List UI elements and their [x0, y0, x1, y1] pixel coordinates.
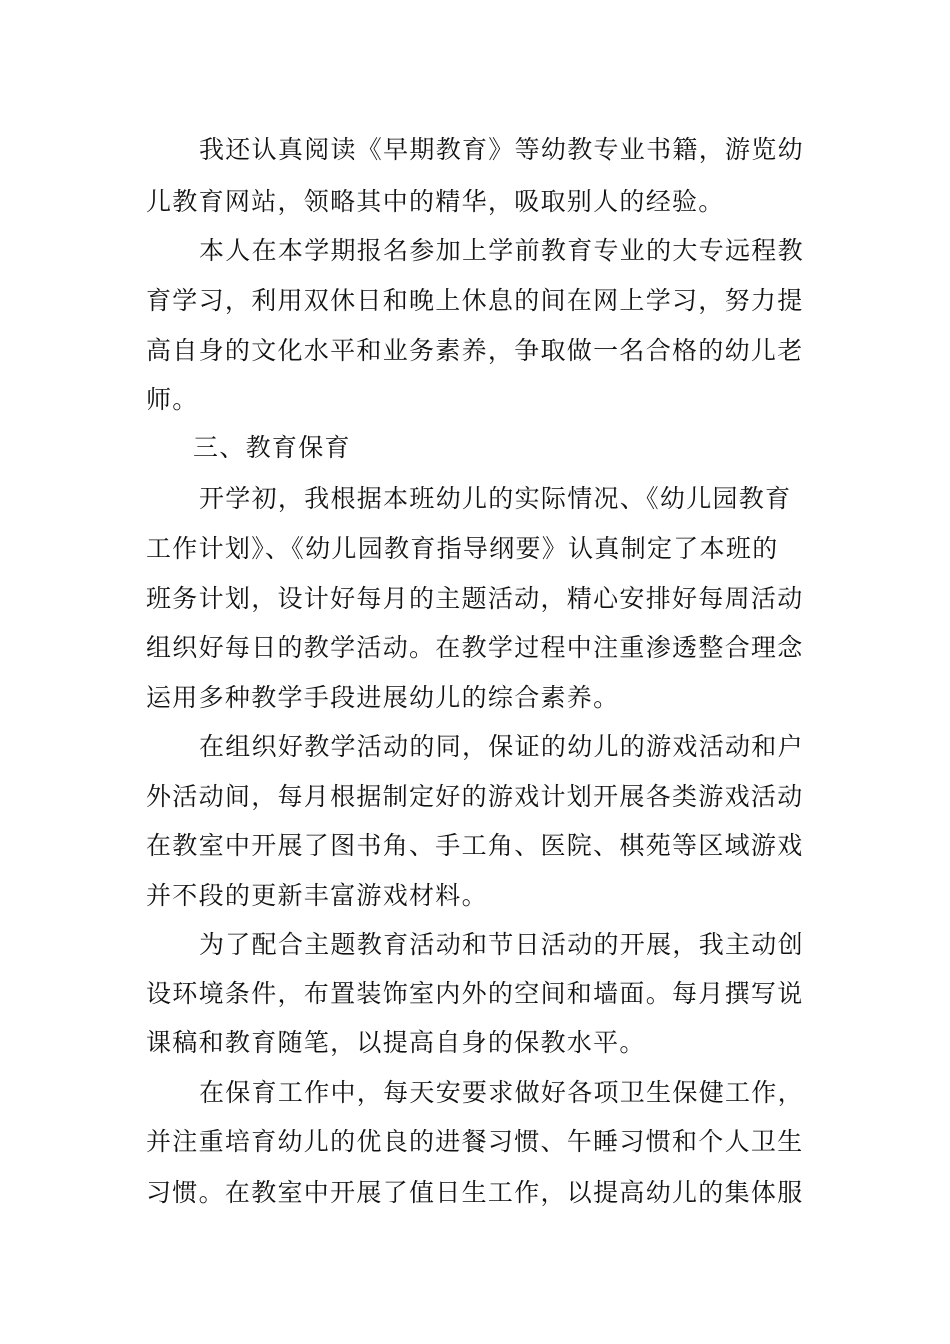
text-line: 高自身的文化水平和业务素养，争取做一名合格的幼儿老	[146, 336, 804, 365]
text-line: 儿教育网站，领略其中的精华，吸取别人的经验。	[146, 187, 725, 216]
text-line: 师。	[146, 385, 199, 414]
text-line: 在教室中开展了图书角、手工角、医院、棋苑等区域游戏	[146, 831, 804, 860]
text-line: 设环境条件，布置装饰室内外的空间和墙面。每月撰写说	[146, 979, 804, 1008]
text-line: 运用多种教学手段进展幼儿的综合素养。	[146, 683, 620, 712]
text-line: 并注重培育幼儿的优良的进餐习惯、午睡习惯和个人卫生	[146, 1127, 804, 1156]
text-line: 本人在本学期报名参加上学前教育专业的大专远程教	[199, 236, 804, 265]
section-heading: 三、教育保育	[193, 433, 351, 462]
text-line: 并不段的更新丰富游戏材料。	[146, 881, 488, 910]
text-line: 我还认真阅读《早期教育》等幼教专业书籍，游览幼	[199, 135, 804, 164]
text-line: 工作计划》、《幼儿园教育指导纲要》认真制定了本班的	[146, 534, 779, 563]
text-line: 为了配合主题教育活动和节日活动的开展，我主动创	[199, 930, 804, 959]
text-line: 课稿和教育随笔，以提高自身的保教水平。	[146, 1028, 646, 1057]
text-line: 组织好每日的教学活动。在教学过程中注重渗透整合理念	[146, 633, 804, 662]
text-line: 育学习，利用双休日和晚上休息的间在网上学习，努力提	[146, 286, 804, 315]
text-line: 外活动间，每月根据制定好的游戏计划开展各类游戏活动	[146, 782, 804, 811]
text-line: 班务计划，设计好每月的主题活动，精心安排好每周活动	[146, 584, 804, 613]
text-line: 开学初，我根据本班幼儿的实际情况、《幼儿园教育	[199, 484, 792, 513]
text-line: 在组织好教学活动的同，保证的幼儿的游戏活动和户	[199, 732, 804, 761]
text-line: 在保育工作中，每天安要求做好各项卫生保健工作，	[199, 1078, 804, 1107]
text-line: 习惯。在教室中开展了值日生工作，以提高幼儿的集体服	[146, 1178, 804, 1207]
